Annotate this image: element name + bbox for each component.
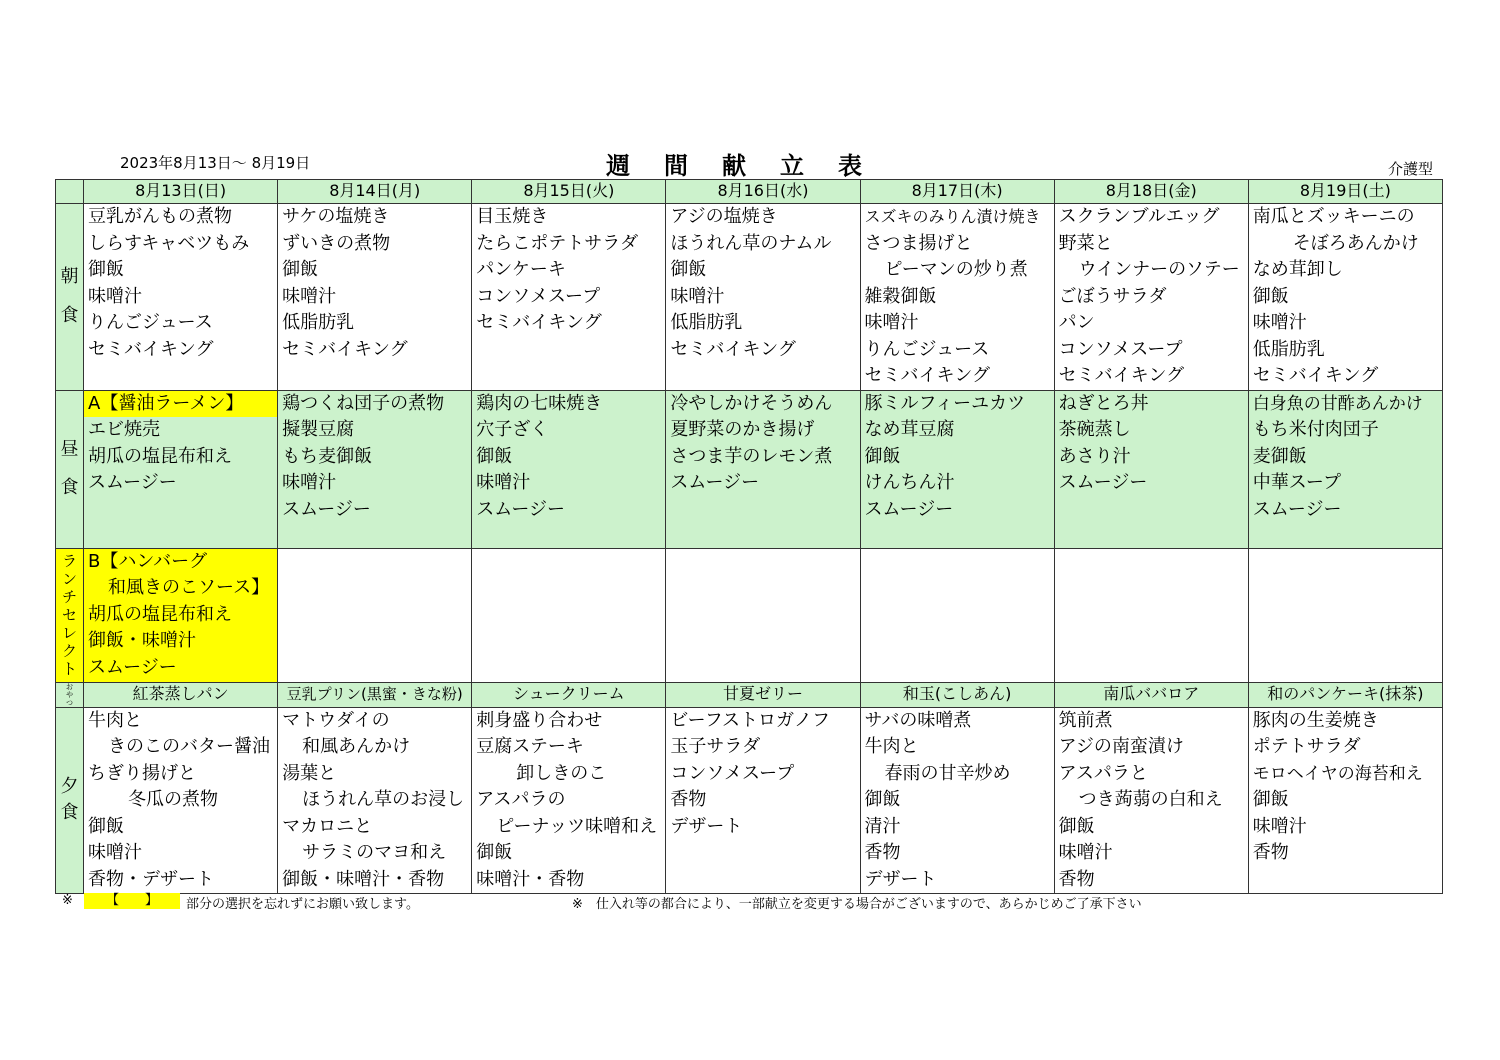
menu-item: 味噌汁 [282,472,337,493]
corner-cell [56,180,84,204]
menu-item: ずいきの煮物 [282,232,391,254]
menu-item: 擬製豆腐 [282,419,355,440]
menu-item: たらこポテトサラダ [476,232,639,254]
lunch-cell [278,390,472,548]
dinner-cell [278,707,472,894]
menu-item: ピーナッツ味噌和え [496,815,658,837]
dinner-cell [860,707,1054,894]
menu-item: ちぎり揚げと [88,762,197,784]
lunch-cell [666,390,860,548]
menu-item: 御飯・味噌汁 [88,630,197,651]
menu-item: 南瓜とズッキーニの [1252,206,1415,227]
menu-item: 刺身盛り合わせ [476,709,603,731]
empty-cell [666,548,860,682]
menu-item: 和風きのこソース】 [108,577,270,598]
menu-item: 目玉焼き [476,206,549,227]
menu-item: 春雨の甘辛炒め [884,762,1011,784]
menu-item: コンソメスープ [1058,338,1183,360]
page-title: 週間献立表 [606,152,896,180]
menu-item: もち米付肉団子 [1252,419,1379,440]
label-char: 朝 [60,266,79,288]
lunch-cell [84,390,278,548]
label-char: 食 [60,477,79,498]
menu-item: 味噌汁 [282,285,337,307]
menu-item: スムージー [1058,472,1148,493]
menu-item: 鶏つくね団子の煮物 [282,392,445,414]
menu-item: アスパラの [476,789,566,810]
label-char: 夕 [60,775,79,797]
menu-item: ウインナーのソテー [1078,259,1240,280]
menu-item: 穴子ざく [476,419,549,440]
menu-item: 牛肉と [864,736,919,757]
menu-item: 味噌汁 [670,285,725,307]
menu-item: エビ焼売 [88,419,161,440]
dinner-cell [666,707,860,894]
empty-cell [1248,548,1442,682]
menu-item: 湯葉と [282,762,337,784]
menu-item: 白身魚の甘酢あんかけ [1252,393,1423,414]
day-header: 8月16日(水) [666,180,860,204]
menu-item: ピーマンの炒り煮 [884,259,1028,280]
menu-item: スムージー [864,498,954,520]
menu-item: マカロニと [282,815,373,837]
menu-item: セミバイキング [864,365,990,386]
menu-item: 御飯 [88,815,125,837]
snack-cell: シュークリーム [472,682,666,707]
menu-item: サケの塩焼き [282,206,390,227]
menu-item: セミバイキング [476,312,602,333]
menu-item: スズキのみりん漬け焼き [864,207,1041,226]
menu-item: パン [1058,312,1095,333]
menu-item: もち麦御飯 [282,445,373,467]
menu-item: スムージー [670,472,760,493]
menu-item: マトウダイの [282,709,390,731]
breakfast-cell [860,204,1054,391]
menu-item: 和風あんかけ [302,736,411,757]
snack-cell: 南瓜ババロア [1054,682,1248,707]
day-header: 8月15日(火) [472,180,666,204]
menu-item: 香物 [864,842,901,863]
menu-item: 香物 [1252,842,1289,863]
label-char: 食 [60,802,79,824]
day-header: 8月17日(木) [860,180,1054,204]
menu-item: 麦御飯 [1252,445,1307,467]
menu-item: 味噌汁・香物 [476,868,585,890]
label-char: ン [62,570,78,588]
breakfast-row [56,204,1443,391]
menu-item: セミバイキング [88,338,214,360]
menu-item: ビーフストロガノフ [670,709,831,731]
lunch-row [56,390,1443,548]
breakfast-cell [1248,204,1442,391]
menu-item: 低脂肪乳 [1252,338,1325,360]
menu-item: スクランブルエッグ [1058,206,1220,227]
menu-item: セミバイキング [1252,365,1379,386]
lunch-select-label [56,548,84,682]
menu-item: セミバイキング [670,338,796,360]
lunch-select-cell [84,548,278,682]
menu-item: アジの南蛮漬け [1058,736,1184,757]
label-char: レ [62,624,78,642]
empty-cell [1054,548,1248,682]
menu-item: 香物・デザート [88,868,215,890]
breakfast-label [56,204,84,391]
label-char: チ [62,588,78,606]
menu-item: 玉子サラダ [670,736,761,757]
menu-item: サバの味噌煮 [864,709,972,731]
menu-item: あさり汁 [1058,445,1131,467]
menu-item: デザート [670,815,743,837]
lunch-cell [1248,390,1442,548]
menu-item: コンソメスープ [670,762,795,784]
snack-cell: 豆乳プリン(黒蜜・きな粉) [278,682,472,707]
snack-row [56,682,1443,707]
menu-item: さつま揚げと [864,232,973,254]
snack-label [56,682,84,707]
label-char: つ [66,698,73,707]
dinner-cell [472,707,666,894]
menu-item: 味噌汁 [1058,842,1113,863]
lunch-cell [860,390,1054,548]
menu-item: 御飯 [864,445,901,467]
footnote-selection: 部分の選択を忘れずにお願い致します。 [186,897,419,912]
menu-item: つき蒟蒻の白和え [1078,789,1223,810]
date-header-row [56,180,1443,204]
menu-item: スムージー [1252,498,1342,520]
menu-item: セミバイキング [1058,365,1185,386]
footnote-mark: ※ [62,893,73,908]
label-char: ト [62,660,78,678]
footnote-disclaimer: ※ 仕入れ等の都合により、一部献立を変更する場合がございますので、あらかじめご了承下さい [572,897,1142,912]
menu-item: なめ茸卸し [1252,259,1343,280]
label-char: 昼 [60,438,79,460]
menu-item: 御飯 [1252,789,1289,810]
empty-cell [278,548,472,682]
label-char: ク [62,642,78,660]
menu-item: 野菜と [1058,232,1113,254]
menu-item: モロヘイヤの海苔和え [1252,763,1423,784]
menu-item: 味噌汁 [1252,312,1307,333]
menu-item: なめ茸豆腐 [864,419,955,440]
menu-item: 筑前煮 [1058,709,1113,731]
menu-item: ねぎとろ丼 [1058,392,1149,414]
lunch-cell [1054,390,1248,548]
menu-item: 御飯 [476,445,513,467]
empty-cell [860,548,1054,682]
menu-item: 味噌汁 [1252,815,1307,837]
menu-item: 味噌汁 [88,842,143,863]
menu-item: 胡瓜の塩昆布和え [88,445,233,467]
date-range: 2023年8月13日～ 8月19日 [120,154,311,172]
menu-item: 御飯 [1058,815,1095,837]
menu-item: 雑穀御飯 [864,285,937,307]
menu-item: りんごジュース [864,338,990,360]
menu-item: 味噌汁 [476,472,531,493]
menu-item: 清汁 [864,815,901,837]
menu-item: 御飯・味噌汁・香物 [282,868,445,890]
day-header: 8月19日(土) [1248,180,1442,204]
menu-item: しらすキャベツもみ [88,232,250,254]
menu-item: 豚肉の生姜焼き [1252,709,1379,731]
selection-bracket: 【 】 [84,893,180,909]
label-char: ラ [62,552,78,570]
lunch-select-row [56,548,1443,682]
menu-item: アスパラと [1058,762,1148,784]
menu-item: 低脂肪乳 [670,312,743,333]
menu-item: 御飯 [476,842,513,863]
menu-type: 介護型 [1388,160,1434,178]
day-header: 8月13日(日) [84,180,278,204]
menu-item: 味噌汁 [88,285,143,307]
menu-item: ほうれん草のお浸し [302,789,465,810]
menu-item: パンケーキ [476,259,566,280]
label-char: 食 [60,304,79,326]
menu-item: そぼろあんかけ [1292,232,1419,254]
menu-item: 豆腐ステーキ [476,736,584,757]
dinner-cell [1054,707,1248,894]
menu-item: スムージー [282,498,371,520]
breakfast-cell [666,204,860,391]
menu-item: セミバイキング [282,338,408,360]
menu-item: 冷やしかけそうめん [670,392,833,414]
dinner-cell [84,707,278,894]
lunch-cell [472,390,666,548]
menu-item: けんちん汁 [864,472,955,493]
label-char: や [66,690,73,699]
weekly-menu-table [55,179,1443,894]
menu-item: 鶏肉の七味焼き [476,392,603,414]
menu-item: ほうれん草のナムル [670,232,832,254]
empty-cell [472,548,666,682]
day-header: 8月14日(月) [278,180,472,204]
menu-item: 豚ミルフィーユカツ [864,392,1026,414]
breakfast-cell [278,204,472,391]
lunch-option-a: A【醤油ラーメン】 [84,391,277,418]
menu-item: スムージー [88,656,177,678]
menu-item: 中華スープ [1252,472,1341,493]
menu-item: ごぼうサラダ [1058,285,1167,307]
menu-item: 胡瓜の塩昆布和え [88,603,233,625]
menu-item: 味噌汁 [864,312,919,333]
breakfast-cell [84,204,278,391]
dinner-label [56,707,84,894]
snack-cell: 和玉(こしあん) [860,682,1054,707]
menu-item: アジの塩焼き [670,206,778,227]
snack-cell: 和のパンケーキ(抹茶) [1248,682,1442,707]
menu-item: 夏野菜のかき揚げ [670,419,815,440]
menu-item: スムージー [476,498,566,520]
lunch-label [56,390,84,548]
snack-cell: 紅茶蒸しパン [84,682,278,707]
menu-item: さつま芋のレモン煮 [670,445,833,467]
menu-item: 茶碗蒸し [1058,419,1131,440]
menu-item: 冬瓜の煮物 [128,789,219,810]
menu-item: 御飯 [864,789,901,810]
menu-item: コンソメスープ [476,285,601,307]
menu-item: 香物 [1058,868,1095,890]
breakfast-cell [1054,204,1248,391]
menu-item: きのこのバター醤油 [108,736,271,757]
menu-item: 牛肉と [88,709,143,731]
menu-item: 御飯 [1252,285,1289,307]
day-header: 8月18日(金) [1054,180,1248,204]
dinner-cell [1248,707,1442,894]
menu-item: デザート [864,868,937,890]
menu-item: 香物 [670,789,707,810]
menu-item: 御飯 [282,259,319,280]
menu-item: 豆乳がんもの煮物 [88,206,233,227]
menu-item: りんごジュース [88,312,213,333]
menu-item: 御飯 [88,259,125,280]
menu-item: サラミのマヨ和え [302,842,447,863]
menu-item: 卸しきのこ [516,762,607,784]
label-char: セ [62,606,78,624]
menu-item: ポテトサラダ [1252,736,1361,757]
label-char: お [66,682,73,691]
breakfast-cell [472,204,666,391]
menu-item: スムージー [88,472,177,493]
menu-item: 御飯 [670,259,707,280]
lunch-option-b: B【ハンバーグ [88,550,208,572]
dinner-row [56,707,1443,894]
menu-item: 低脂肪乳 [282,312,355,333]
snack-cell: 甘夏ゼリー [666,682,860,707]
